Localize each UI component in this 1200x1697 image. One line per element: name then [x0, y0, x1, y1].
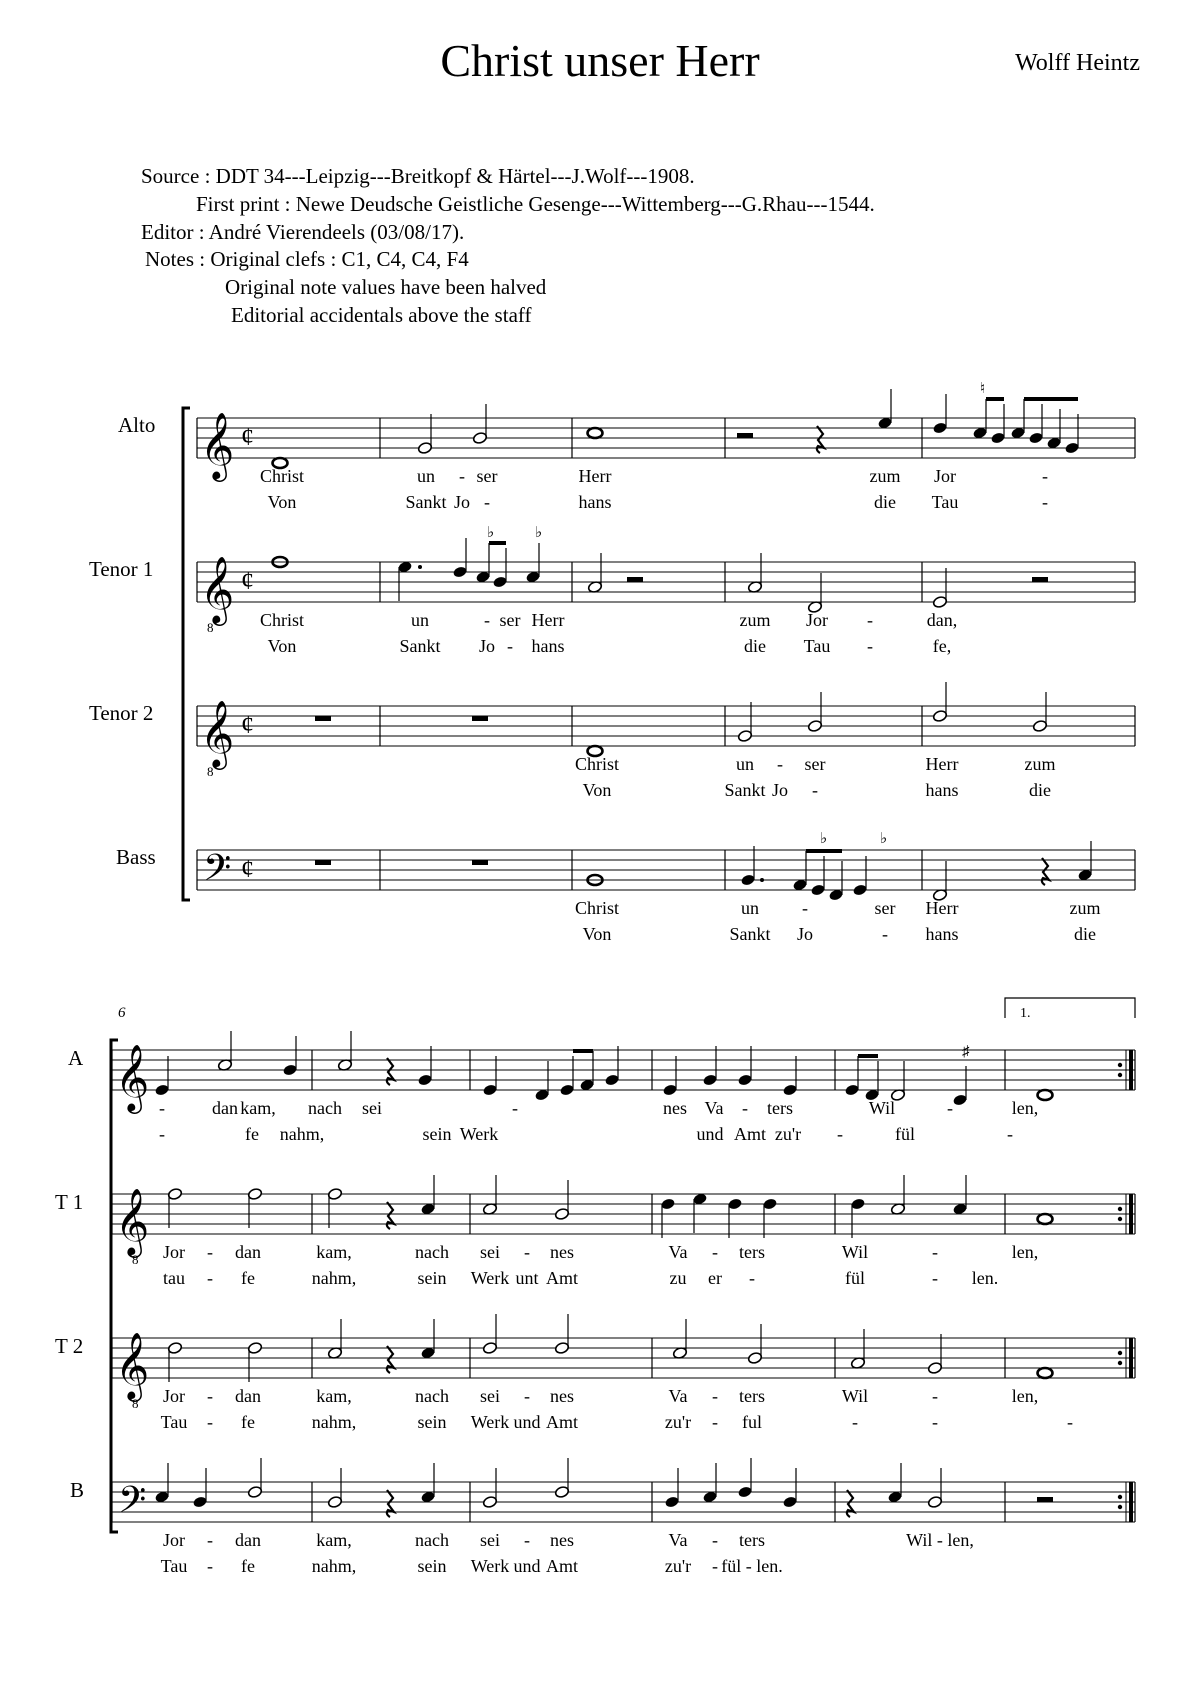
repeat-dot: [1118, 1495, 1122, 1499]
octave-8-marker: 8: [132, 1396, 139, 1411]
lyric-verse1: Christ: [259, 466, 305, 486]
lyric-verse1: zum: [1069, 898, 1101, 918]
lyric-verse1: sei: [480, 1386, 500, 1406]
lyric-verse2: Jo: [453, 492, 471, 512]
lyric-verse2: nahm,: [311, 1556, 357, 1576]
lyric-verse1: un: [741, 898, 759, 918]
quarter-note: [762, 1197, 777, 1210]
lyric-verse1: nach: [308, 1098, 342, 1118]
whole-note: [1038, 1214, 1053, 1224]
staff-system1-2: [197, 706, 1135, 746]
volta-bracket: [1005, 998, 1135, 1018]
quarter-rest: [847, 1490, 854, 1517]
quarter-note: [604, 1073, 619, 1086]
treble-clef: 𝄞: [200, 411, 235, 479]
quarter-note: [1064, 441, 1079, 454]
voice-name-bass: Bass: [116, 845, 156, 869]
volta-label: 1.: [1020, 1006, 1031, 1021]
lyric-verse2: sein: [417, 1268, 447, 1288]
lyric-verse1: Va: [668, 1386, 688, 1406]
quarter-note: [417, 1073, 432, 1086]
lyric-verse1: kam,: [316, 1530, 352, 1550]
quarter-rest: [387, 1058, 394, 1085]
lyric-verse2: sein: [417, 1412, 447, 1432]
note-values-line: Original note values have been halved: [225, 275, 547, 299]
octave-8-marker: 8: [207, 620, 214, 635]
octave-8-marker: 8: [207, 764, 214, 779]
lyric-verse1: Wil: [841, 1242, 869, 1262]
repeat-dot: [1118, 1217, 1122, 1221]
half-note: [927, 1361, 942, 1374]
lyric-verse1: Jor: [806, 610, 828, 630]
lyric-verse1: len,: [1011, 1242, 1039, 1262]
voice-abbr-tenor1: T 1: [55, 1190, 84, 1214]
half-note: [482, 1495, 497, 1508]
lyric-verse2: -: [749, 1268, 755, 1288]
lyric-verse2: fül: [895, 1124, 915, 1144]
source-line: Source : DDT 34---Leipzig---Breitkopf & Härtel---J.Wolf---1908.: [141, 164, 695, 188]
lyric-verse2: Tau: [160, 1412, 188, 1432]
treble-clef: 𝄞: [115, 1043, 150, 1111]
lyric-verse1: Jor: [934, 466, 956, 486]
lyric-verse1: Jor: [163, 1386, 185, 1406]
lyric-verse2: -: [484, 492, 490, 512]
quarter-note: [737, 1073, 752, 1086]
accidentals-line: Editorial accidentals above the staff: [231, 303, 532, 327]
whole-rest: [472, 716, 488, 721]
lyric-verse2: -: [207, 1412, 213, 1432]
lyric-verse2: die: [1029, 780, 1051, 800]
lyric-verse2: und: [513, 1556, 541, 1576]
lyric-verse1: nes: [550, 1242, 574, 1262]
half-note: [247, 1485, 262, 1498]
voice-abbr-bass: B: [70, 1478, 85, 1502]
lyric-verse2: Sankt: [405, 492, 447, 512]
lyric-verse1: Wil - len,: [906, 1530, 974, 1550]
lyric-verse2: Werk: [470, 1412, 510, 1432]
lyric-verse1: -: [712, 1242, 718, 1262]
quarter-note: [952, 1093, 967, 1106]
repeat-dot: [1118, 1207, 1122, 1211]
lyric-verse1: ser: [874, 898, 896, 918]
half-note: [247, 1341, 262, 1354]
lyric-verse2: Amt: [545, 1268, 579, 1288]
lyric-verse2: ful: [742, 1412, 762, 1432]
cut-time-sign: ¢: [241, 710, 254, 739]
whole-rest: [315, 860, 331, 865]
editorial-accidental: ♭: [535, 525, 543, 541]
editorial-accidental: ♯: [962, 1044, 970, 1060]
quarter-rest: [387, 1490, 394, 1517]
lyric-verse1: Herr: [925, 898, 959, 918]
lyric-verse1: -: [742, 1098, 748, 1118]
whole-rest: [315, 716, 331, 721]
whole-rest: [472, 860, 488, 865]
half-note: [327, 1495, 342, 1508]
lyric-verse2: hans: [578, 492, 612, 512]
lyric-verse1: ser: [476, 466, 498, 486]
lyric-verse1: -: [947, 1098, 953, 1118]
lyric-verse1: -: [207, 1386, 213, 1406]
repeat-dot: [1118, 1063, 1122, 1067]
lyric-verse2: fe: [245, 1124, 259, 1144]
editorial-accidental: ♭: [880, 831, 888, 847]
dot: [760, 878, 764, 882]
lyric-verse2: Sankt: [729, 924, 771, 944]
lyric-verse1: un: [736, 754, 754, 774]
lyric-verse1: -: [802, 898, 808, 918]
half-note: [472, 431, 487, 444]
lyric-verse1: ser: [804, 754, 826, 774]
lyric-verse1: ters: [739, 1530, 765, 1550]
half-note: [554, 1341, 569, 1354]
lyric-verse2: -: [1007, 1124, 1013, 1144]
repeat-dot: [1118, 1505, 1122, 1509]
lyric-verse2: -: [932, 1268, 938, 1288]
lyric-verse1: zum: [739, 610, 771, 630]
lyric-verse1: -: [712, 1386, 718, 1406]
lyric-verse1: -: [932, 1242, 938, 1262]
lyric-verse2: Jo: [796, 924, 814, 944]
lyric-verse2: Von: [582, 780, 612, 800]
lyric-verse2: -: [712, 1412, 718, 1432]
quarter-rest: [387, 1202, 394, 1229]
lyric-verse2: hans: [925, 780, 959, 800]
quarter-note: [740, 873, 755, 886]
lyric-verse1: kam,: [316, 1242, 352, 1262]
lyric-verse2: Werk: [459, 1124, 499, 1144]
lyric-verse2: Von: [267, 492, 297, 512]
lyric-verse1: nes: [550, 1386, 574, 1406]
lyric-verse2: fül: [845, 1268, 865, 1288]
half-note: [167, 1187, 182, 1200]
lyric-verse1: -: [512, 1098, 518, 1118]
quarter-rest: [1042, 858, 1049, 885]
voice-abbr-tenor2: T 2: [55, 1334, 84, 1358]
lyric-verse2: Amt: [733, 1124, 767, 1144]
lyric-verse1: ters: [739, 1242, 765, 1262]
lyric-verse1: -: [159, 1098, 165, 1118]
voice-abbr-alto: A: [68, 1046, 84, 1070]
lyric-verse2: Amt: [545, 1556, 579, 1576]
half-note: [747, 1351, 762, 1364]
lyric-verse1: Christ: [574, 898, 620, 918]
lyric-verse1: dan: [235, 1530, 261, 1550]
half-note: [554, 1207, 569, 1220]
bass-clef: 𝄢: [203, 847, 232, 898]
staff-system2-1: [112, 1194, 1135, 1234]
dot: [418, 565, 422, 569]
quarter-note: [702, 1073, 717, 1086]
lyric-verse1: zum: [869, 466, 901, 486]
quarter-note: [852, 883, 867, 896]
lyric-verse2: Werk: [470, 1556, 510, 1576]
lyric-verse1: Herr: [531, 610, 565, 630]
lyric-verse2: die: [874, 492, 896, 512]
voice-name-tenor2: Tenor 2: [89, 701, 154, 725]
lyric-verse2: nahm,: [279, 1124, 325, 1144]
whole-note: [1038, 1090, 1053, 1100]
lyric-verse1: -: [932, 1386, 938, 1406]
lyric-verse1: kam,: [240, 1098, 276, 1118]
lyric-verse1: dan,: [926, 610, 958, 630]
lyric-verse2: die: [744, 636, 766, 656]
quarter-note: [452, 565, 467, 578]
quarter-note: [559, 1083, 574, 1096]
half-rest: [627, 577, 643, 582]
half-note: [417, 441, 432, 454]
lyric-verse1: Jor: [163, 1242, 185, 1262]
lyric-verse2: unt: [515, 1268, 539, 1288]
lyric-verse1: Christ: [574, 754, 620, 774]
lyric-verse2: len.: [971, 1268, 999, 1288]
cut-time-sign: ¢: [241, 854, 254, 883]
lyric-verse1: -: [207, 1530, 213, 1550]
lyric-verse2: sein: [422, 1124, 452, 1144]
quarter-note: [932, 421, 947, 434]
editorial-accidental: ♭: [820, 831, 828, 847]
octave-8-marker: 8: [132, 1252, 139, 1267]
lyric-verse2: hans: [531, 636, 565, 656]
lyric-verse1: Christ: [259, 610, 305, 630]
lyric-verse1: -: [712, 1530, 718, 1550]
lyric-verse2: -: [812, 780, 818, 800]
quarter-note: [810, 883, 825, 896]
lyric-verse2: Jo: [771, 780, 789, 800]
lyric-verse1: -: [867, 610, 873, 630]
quarter-note: [782, 1495, 797, 1508]
bass-clef: 𝄢: [118, 1479, 147, 1530]
editorial-accidental: ♭: [487, 525, 495, 541]
treble-clef: 𝄞: [115, 1331, 150, 1399]
lyric-verse1: ters: [739, 1386, 765, 1406]
lyric-verse1: sei: [480, 1242, 500, 1262]
lyric-verse2: fe,: [932, 636, 952, 656]
lyric-verse2: hans: [925, 924, 959, 944]
editorial-accidental: ♮: [980, 381, 986, 397]
voice-name-alto: Alto: [118, 413, 156, 437]
half-rest: [1032, 577, 1048, 582]
half-note: [927, 1495, 942, 1508]
lyric-verse1: -: [524, 1242, 530, 1262]
lyric-verse2: -: [507, 636, 513, 656]
quarter-rest: [387, 1346, 394, 1373]
first-print-line: First print : Newe Deudsche Geistliche Gesenge---Wittemberg---G.Rhau---1544.: [196, 192, 875, 216]
lyric-verse1: nach: [415, 1530, 449, 1550]
lyric-verse1: Va: [704, 1098, 724, 1118]
lyric-verse2: Sankt: [724, 780, 766, 800]
lyric-verse1: Va: [668, 1530, 688, 1550]
quarter-note: [154, 1083, 169, 1096]
lyric-verse1: dan: [235, 1242, 261, 1262]
lyric-verse1: un: [411, 610, 429, 630]
lyric-verse2: fe: [241, 1556, 255, 1576]
staff-system2-3: [112, 1482, 1135, 1522]
staff-system2-2: [112, 1338, 1135, 1378]
quarter-note: [737, 1485, 752, 1498]
lyric-verse2: Jo: [478, 636, 496, 656]
lyric-verse1: dan: [235, 1386, 261, 1406]
repeat-dot: [1118, 1073, 1122, 1077]
lyric-verse1: nach: [415, 1386, 449, 1406]
half-note: [327, 1187, 342, 1200]
staff-system1-1: [197, 562, 1135, 602]
treble-clef: 𝄞: [115, 1187, 150, 1255]
lyric-verse2: die: [1074, 924, 1096, 944]
half-rest: [1037, 1497, 1053, 1502]
lyric-verse1: len,: [1011, 1386, 1039, 1406]
half-note: [807, 719, 822, 732]
quarter-note: [850, 1197, 865, 1210]
lyric-verse2: -: [207, 1556, 213, 1576]
lyric-verse1: un: [417, 466, 435, 486]
lyric-verse2: zu: [669, 1268, 687, 1288]
lyric-verse2: Tau: [931, 492, 959, 512]
half-note: [932, 595, 947, 608]
lyric-verse2: -: [852, 1412, 858, 1432]
quarter-note: [990, 431, 1005, 444]
lyric-verse1: sei: [362, 1098, 382, 1118]
lyric-verse1: -: [777, 754, 783, 774]
lyric-verse1: nes: [550, 1530, 574, 1550]
lyric-verse2: fe: [241, 1268, 255, 1288]
lyric-verse2: sein: [417, 1556, 447, 1576]
cut-time-sign: ¢: [241, 422, 254, 451]
notes-line: Notes : Original clefs : C1, C4, C4, F4: [145, 247, 469, 271]
lyric-verse1: Va: [668, 1242, 688, 1262]
lyric-verse2: Amt: [545, 1412, 579, 1432]
whole-note: [1038, 1368, 1053, 1378]
half-note: [932, 709, 947, 722]
half-note: [737, 729, 752, 742]
repeat-dot: [1118, 1361, 1122, 1365]
half-rest: [737, 433, 753, 438]
lyric-verse2: -: [837, 1124, 843, 1144]
lyric-verse1: nes: [663, 1098, 687, 1118]
composer-name: Wolff Heintz: [1015, 50, 1140, 76]
lyric-verse1: len,: [1011, 1098, 1039, 1118]
lyric-verse2: -: [159, 1124, 165, 1144]
lyric-verse2: -: [882, 924, 888, 944]
lyric-verse2: -: [207, 1268, 213, 1288]
repeat-dot: [1118, 1351, 1122, 1355]
lyric-verse1: Wil: [841, 1386, 869, 1406]
lyric-verse1: kam,: [316, 1386, 352, 1406]
lyric-verse2: nahm,: [311, 1412, 357, 1432]
editor-line: Editor : André Vierendeels (03/08/17).: [141, 220, 465, 244]
quarter-note: [282, 1063, 297, 1076]
lyric-verse2: -: [1042, 492, 1048, 512]
lyric-verse2: Von: [267, 636, 297, 656]
lyric-verse1: Herr: [578, 466, 612, 486]
lyric-verse1: -: [484, 610, 490, 630]
lyric-verse1: ters: [767, 1098, 793, 1118]
half-note: [1032, 719, 1047, 732]
half-note: [482, 1341, 497, 1354]
lyric-verse2: fe: [241, 1412, 255, 1432]
lyric-verse1: Herr: [925, 754, 959, 774]
treble-clef: 𝄞: [200, 699, 235, 767]
quarter-note: [844, 1083, 859, 1096]
lyric-verse2: -: [712, 1556, 718, 1576]
lyric-verse1: Jor: [163, 1530, 185, 1550]
system-bracket: [111, 1040, 118, 1532]
lyric-verse1: zum: [1024, 754, 1056, 774]
lyric-verse2: zu'r: [664, 1412, 692, 1432]
quarter-note: [727, 1197, 742, 1210]
lyric-verse1: nach: [415, 1242, 449, 1262]
lyric-verse2: und: [696, 1124, 724, 1144]
lyric-verse2: fül - len.: [721, 1556, 783, 1576]
lyric-verse2: Tau: [160, 1556, 188, 1576]
lyric-verse2: er: [708, 1268, 722, 1288]
quarter-rest: [817, 426, 824, 453]
quarter-note: [492, 575, 507, 588]
lyric-verse2: und: [513, 1412, 541, 1432]
lyric-verse2: zu'r: [664, 1556, 692, 1576]
lyric-verse2: Von: [582, 924, 612, 944]
quarter-note: [482, 1083, 497, 1096]
quarter-note: [660, 1197, 675, 1210]
score-title: Christ unser Herr: [440, 35, 760, 86]
system-bracket: [183, 408, 190, 900]
lyric-verse2: -: [867, 636, 873, 656]
lyric-verse1: sei: [480, 1530, 500, 1550]
lyric-verse1: -: [459, 466, 465, 486]
lyric-verse2: Sankt: [399, 636, 441, 656]
lyric-verse1: dan: [212, 1098, 238, 1118]
lyric-verse2: nahm,: [311, 1268, 357, 1288]
lyric-verse1: -: [524, 1530, 530, 1550]
staff-system2-0: [112, 1050, 1135, 1090]
lyric-verse1: -: [207, 1242, 213, 1262]
lyric-verse2: -: [932, 1412, 938, 1432]
lyric-verse2: zu'r: [774, 1124, 802, 1144]
quarter-note: [662, 1083, 677, 1096]
cut-time-sign: ¢: [241, 566, 254, 595]
lyric-verse2: Werk: [470, 1268, 510, 1288]
whole-note: [588, 428, 603, 438]
lyric-verse1: -: [524, 1386, 530, 1406]
lyric-verse1: -: [1042, 466, 1048, 486]
quarter-note: [1028, 431, 1043, 444]
half-note: [247, 1187, 262, 1200]
lyric-verse2: tau: [163, 1268, 185, 1288]
lyric-verse2: -: [1067, 1412, 1073, 1432]
staff-system1-3: [197, 850, 1135, 890]
lyric-verse1: Wil: [868, 1098, 896, 1118]
quarter-note: [664, 1495, 679, 1508]
measure-number: 6: [118, 1005, 126, 1021]
half-note: [554, 1485, 569, 1498]
lyric-verse1: ser: [499, 610, 521, 630]
half-note: [167, 1341, 182, 1354]
treble-clef: 𝄞: [200, 555, 235, 623]
quarter-note: [782, 1083, 797, 1096]
lyric-verse2: Tau: [803, 636, 831, 656]
quarter-note: [192, 1495, 207, 1508]
voice-name-tenor1: Tenor 1: [89, 557, 154, 581]
